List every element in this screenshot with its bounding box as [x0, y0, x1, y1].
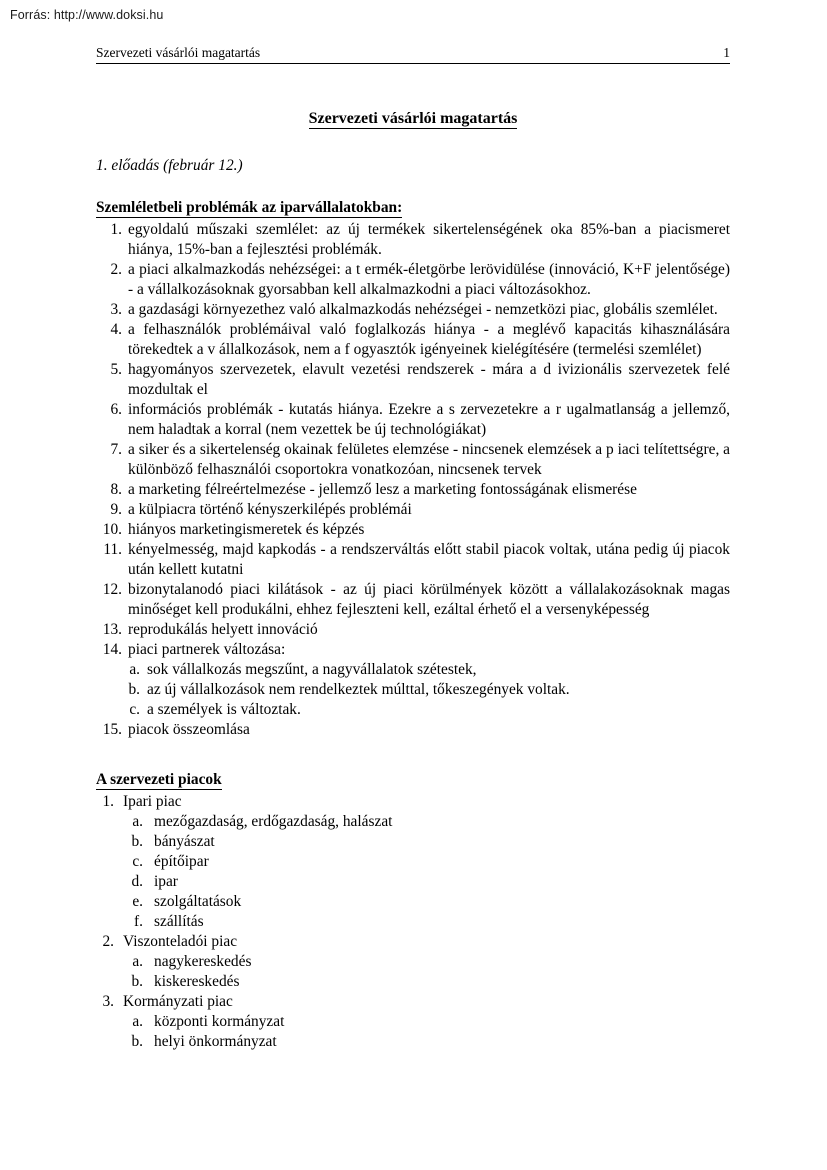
list-marker: f. [134, 913, 143, 931]
section-heading-markets [96, 770, 730, 790]
list-marker: c. [129, 701, 140, 719]
list-item-text: a személyek is változtak. [147, 701, 301, 719]
list-item [96, 220, 730, 260]
list-marker: 4. [110, 320, 122, 338]
list-marker: a. [132, 813, 143, 831]
list-item [123, 952, 730, 972]
list-marker: b. [131, 833, 143, 851]
list-marker: 11. [103, 540, 122, 558]
list-item-text: Viszonteladói piac [123, 933, 238, 951]
list-item-text: a felhasználók problémáival való foglalkozás hiánya - a meglévő kapacitás kihasználására törekedtek a v állalkozások, nem a f ogyasztók igényeinek kielégítésére (termelési szemlélet) [128, 320, 730, 358]
list-marker: a. [132, 953, 143, 971]
list-item-text: helyi önkormányzat [154, 1033, 277, 1051]
list-marker: 3. [110, 300, 122, 318]
list-item-text: nagykereskedés [154, 953, 252, 971]
list-item [96, 540, 730, 580]
list-marker: a. [129, 661, 140, 679]
list-item [96, 520, 730, 540]
markets-list [96, 792, 730, 1052]
list-item [123, 852, 730, 872]
list-item-text: a külpiacra történő kényszerkilépés problémái [128, 500, 412, 518]
list-item-text: mezőgazdaság, erdőgazdaság, halászat [154, 813, 393, 831]
list-item-text: szállítás [154, 913, 204, 931]
list-item [96, 480, 730, 500]
list-item-text: az új vállalkozások nem rendelkeztek múlttal, tőkeszegények voltak. [147, 681, 570, 699]
list-item [123, 832, 730, 852]
list-item [96, 932, 730, 992]
list-item-text: információs problémák - kutatás hiánya. Ezekre a s zervezetekre a r ugalmatlanság a jellemző, nem haladtak a korral (nem vezettek be új technológiákat) [128, 400, 730, 438]
list-item [96, 300, 730, 320]
list-item [96, 620, 730, 640]
list-marker: c. [132, 853, 143, 871]
list-item [123, 892, 730, 912]
list-item-text: sok vállalkozás megszűnt, a nagyvállalatok szétestek, [147, 661, 477, 679]
list-item [123, 1032, 730, 1052]
section-heading-problems-text: Szemléletbeli problémák az iparvállalatokban: [96, 198, 403, 216]
list-item-text: kényelmesség, majd kapkodás - a rendszerváltás előtt stabil piacok voltak, utána pedig új piacok után kellett kutatni [128, 540, 730, 578]
list-item-text: a marketing félreértelmezése - jellemző lesz a marketing fontosságának elismerése [128, 480, 637, 498]
list-item [123, 1012, 730, 1032]
list-marker: 7. [110, 440, 122, 458]
list-item-text: piaci partnerek változása: [128, 641, 286, 659]
industrial-market-sublist [123, 812, 730, 932]
list-item [96, 320, 730, 360]
list-marker: 1. [102, 793, 114, 811]
lecture-subtitle: 1. előadás (február 12.) [96, 156, 243, 174]
list-item-text: bizonytalanodó piaci kilátások - az új piaci körülmények között a vállalakozásoknak magas minőséget kell produkálni, ehhez fejleszteni kell, ezáltal érhető el a versenyképesség [128, 580, 730, 618]
list-item-text: reprodukálás helyett innováció [128, 621, 318, 639]
list-item-text: Ipari piac [123, 793, 182, 811]
list-item-text: központi kormányzat [154, 1013, 285, 1031]
list-marker: 6. [110, 400, 122, 418]
list-marker: 3. [102, 993, 114, 1011]
list-item-text: piacok összeomlása [128, 721, 250, 739]
list-item-text: Kormányzati piac [123, 993, 233, 1011]
list-item-text: a gazdasági környezethez való alkalmazkodás nehézségei - nemzetközi piac, globális szemlélet. [128, 300, 718, 318]
list-item-text: egyoldalú műszaki szemlélet: az új termékek sikertelenségének oka 85%-ban a piacismeret hiánya, 15%-ban a fejlesztési problémák. [128, 220, 730, 258]
list-item [96, 400, 730, 440]
running-head-title: Szervezeti vásárlói magatartás [96, 45, 261, 60]
list-item [123, 912, 730, 932]
list-item-text: a piaci alkalmazkodás nehézségei: a t ermék-életgörbe lerövidülése (innováció, K+F jelentősége) - a vállalkozásoknak gyorsabban kell alkalmazkodni a piaci változásokhoz. [128, 260, 730, 298]
list-item [96, 580, 730, 620]
list-marker: 14. [102, 641, 122, 659]
list-item-text: építőipar [154, 853, 209, 871]
list-item [96, 360, 730, 400]
list-marker: b. [131, 973, 143, 991]
running-head [96, 45, 730, 64]
document-page [96, 45, 730, 1052]
list-marker: 2. [102, 933, 114, 951]
page-title-text: Szervezeti vásárlói magatartás [308, 109, 518, 127]
page-number: 1 [723, 45, 730, 60]
list-item [96, 992, 730, 1052]
list-marker: a. [132, 1013, 143, 1031]
partner-changes-sublist [120, 660, 730, 720]
list-item-text: szolgáltatások [154, 893, 242, 911]
list-item [123, 872, 730, 892]
list-marker: 1. [110, 220, 122, 238]
source-watermark: Forrás: http://www.doksi.hu [10, 8, 164, 22]
list-item-subgroup [96, 660, 730, 720]
list-marker: 13. [102, 621, 122, 639]
list-item-text: a siker és a sikertelenség okainak felületes elemzése - nincsenek elemzések a p iaci telítettségre, a különböző felhasználói csoportokra vonatkozóan, nincsenek tervek [128, 440, 730, 478]
government-market-sublist [123, 1012, 730, 1052]
list-marker: 9. [110, 500, 122, 518]
reseller-market-sublist [123, 952, 730, 992]
list-marker: b. [131, 1033, 143, 1051]
list-item [120, 680, 730, 700]
list-marker: 8. [110, 480, 122, 498]
list-marker: d. [131, 873, 143, 891]
list-item [96, 440, 730, 480]
list-marker: e. [132, 893, 143, 911]
list-item-text: ipar [154, 873, 178, 891]
list-item-text: bányászat [154, 833, 215, 851]
list-item-text: hagyományos szervezetek, elavult vezetési rendszerek - mára a d ivizionális szervezetek felé mozdultak el [128, 360, 730, 398]
list-item [96, 720, 730, 740]
list-marker: 12. [102, 580, 122, 598]
list-item [96, 792, 730, 932]
list-item [123, 812, 730, 832]
list-item [123, 972, 730, 992]
list-marker: 10. [102, 520, 122, 538]
list-marker: b. [128, 681, 140, 699]
list-item [120, 660, 730, 680]
list-item [120, 700, 730, 720]
section-heading-problems [96, 198, 730, 218]
list-item-text: kiskereskedés [154, 973, 240, 991]
list-item [96, 640, 730, 660]
section-heading-markets-text: A szervezeti piacok [96, 771, 222, 789]
list-item-text: hiányos marketingismeretek és képzés [128, 520, 365, 538]
problems-list [96, 220, 730, 740]
list-marker: 2. [110, 260, 122, 278]
list-marker: 5. [110, 360, 122, 378]
list-item [96, 260, 730, 300]
list-item [96, 500, 730, 520]
page-title [96, 109, 730, 130]
list-marker: 15. [102, 721, 122, 739]
